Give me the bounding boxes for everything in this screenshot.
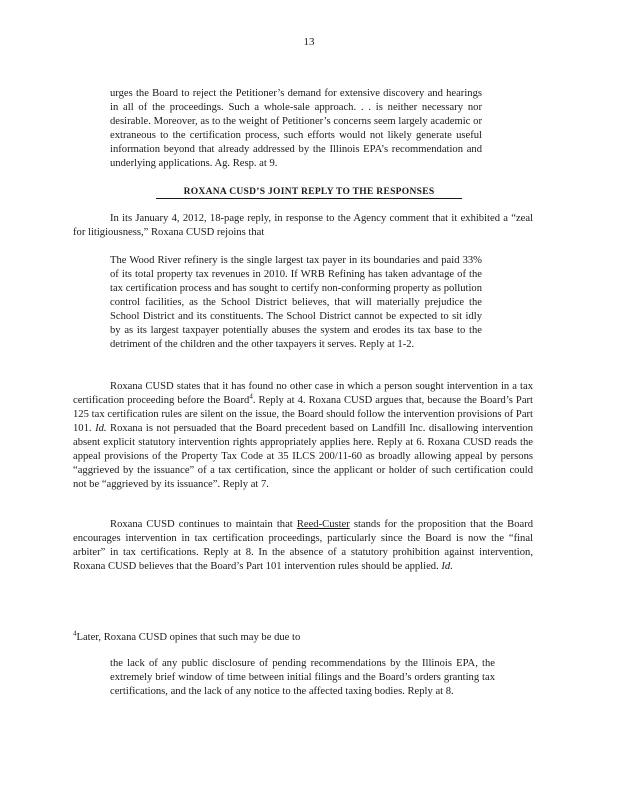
case-name-reed-custer: Reed-Custer	[296, 519, 350, 530]
citation-id: Id.	[441, 561, 453, 572]
para3-text-2: stands for the proposition that the Board encourages intervention in tax certification proceedings, particularly since the Board is now the “final arbiter” in tax certifications. Reply at 8. In the absence of a statutory prohibition against intervention, Roxana CUSD believes that the Board’s Part 101 intervention rules should be applied.	[73, 519, 534, 572]
page-number: 13	[303, 36, 315, 48]
footnote-reference[interactable]: 4	[249, 392, 253, 401]
paragraph-intervention	[73, 380, 533, 492]
para3-text-1: Roxana CUSD continues to maintain that	[110, 519, 293, 530]
para2-text-3: Roxana is not persuaded that the Board precedent based on Landfill Inc. disallowing intervention absent explicit statutory intervention rights appropriately applies here. Reply at 6. Roxana CUSD reads the appeal provisions of the Property Tax Code at 35 ILCS 200/11-60 as broadly allowing appeal by persons “aggrieved by the issuance” of a tax certification, since the applicant or holder of such certification could not be “aggrieved by its issuance”. Reply at 7.	[73, 423, 534, 490]
section-heading: ROXANA CUSD’S JOINT REPLY TO THE RESPONSES	[156, 186, 462, 199]
footnote-block-quote: the lack of any public disclosure of pending recommendations by the Illinois EPA, the extremely brief window of time between initial filings and the Board’s orders granting tax certifications, and the lack of any notice to the affected taxing bodies. Reply at 8.	[110, 658, 495, 697]
paragraph-reed-custer	[73, 518, 533, 574]
footnote-marker: 4	[73, 629, 77, 638]
block-quote-agency: urges the Board to reject the Petitioner’s demand for extensive discovery and hearings in all of the proceedings. Such a whole-sale approach. . . is neither necessary nor desirable. Moreover, as to the weight of Petitioner’s concerns seem largely academic or extraneous to the certification process, such efforts would not likely generate useful information beyond that already addressed by the Illinois EPA’s recommendation and underlying applications. Ag. Resp. at 9.	[110, 88, 482, 169]
block-quote-roxana: The Wood River refinery is the single largest tax payer in its boundaries and paid 33% of its total property tax revenues in 2010. If WRB Refining has taken advantage of the tax certification process and has sought to certify non-conforming property as pollution control facilities, as the School District believes, that will materially prejudice the School District and its constituents. The School District cannot be expected to sit idly by as its largest taxpayer potentially abuses the system and erodes its tax base to the detriment of the children and the other taxpayers it serves. Reply at 1-2.	[110, 255, 482, 350]
footnote-lead-text: Later, Roxana CUSD opines that such may be due to	[76, 632, 301, 643]
para2-text-1: Roxana CUSD states that it has found no other case in which a person sought intervention in a tax certification proceeding before the Board	[73, 381, 533, 406]
paragraph-reply-intro: In its January 4, 2012, 18-page reply, in response to the Agency comment that it exhibited a “zeal for litigiousness,” Roxana CUSD rejoins that	[73, 213, 533, 238]
para2-text-2: . Reply at 4. Roxana CUSD argues that, because the Board’s Part 125 tax certification rules are silent on the issue, the Board should follow the intervention provisions of Part 101.	[73, 395, 534, 434]
footnote-4	[73, 631, 533, 645]
citation-id: Id.	[95, 423, 107, 434]
